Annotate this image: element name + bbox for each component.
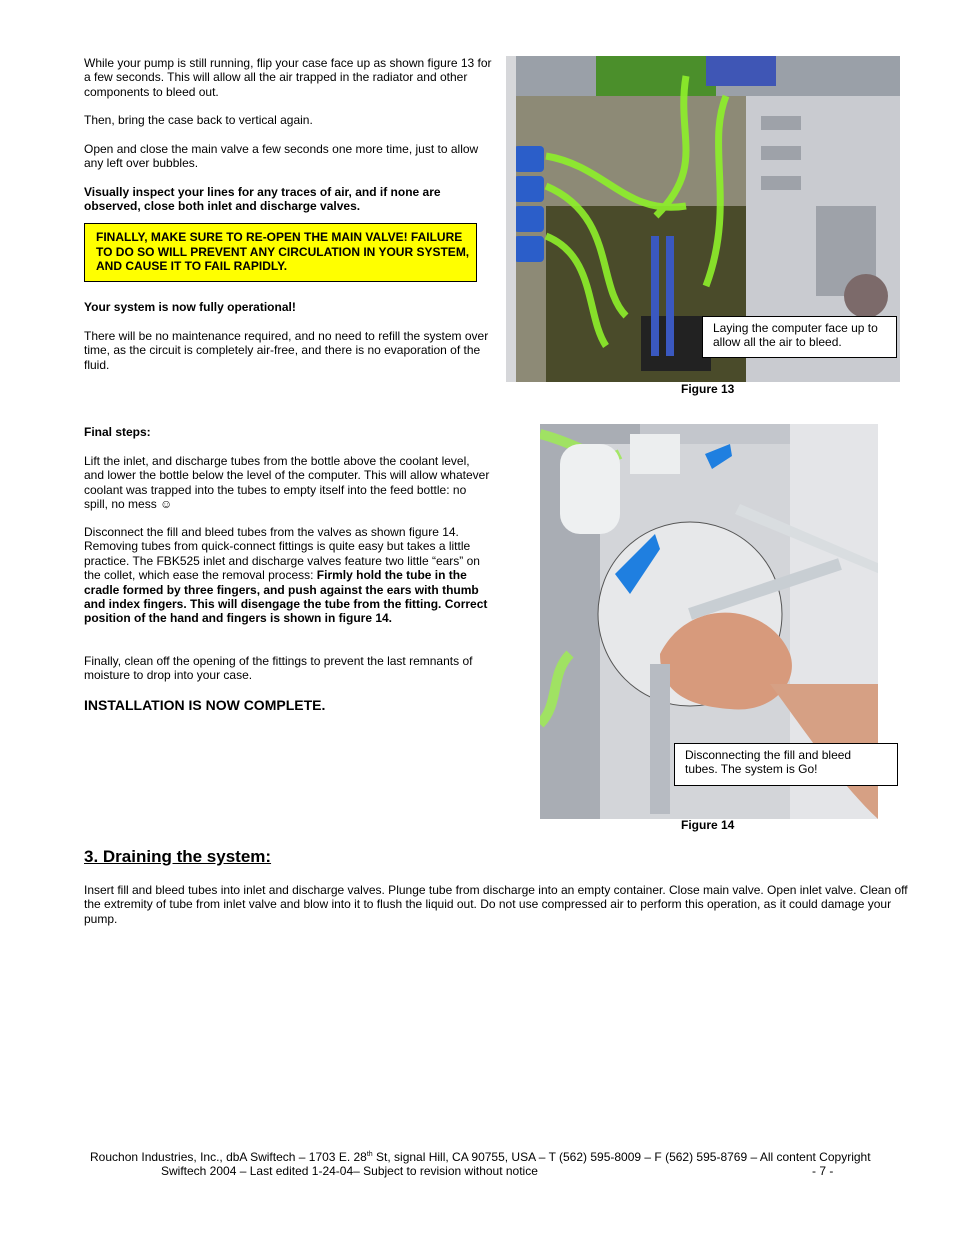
inspect-paragraph: Visually inspect your lines for any traces of air, and if none are observed, close both inlet and discharge valves. <box>84 185 441 214</box>
footer-line-1-b: St, signal Hill, CA 90755, USA – T (562) 595-8009 – F (562) 595-8769 – All content Copyright <box>372 1150 871 1164</box>
warning-box: FINALLY, MAKE SURE TO RE-OPEN THE MAIN VALVE! FAILURE TO DO SO WILL PREVENT ANY CIRCULATION IN YOUR SYSTEM, AND CAUSE IT TO FAIL RAPIDLY. <box>84 223 477 282</box>
intro-paragraph-3: Open and close the main valve a few seconds one more time, just to allow any left over bubbles. <box>84 142 479 171</box>
draining-paragraph: Insert fill and bleed tubes into inlet and discharge valves. Plunge tube from discharge into an empty container. Close main valve. Open inlet valve. Clean off the extremity of tube from inlet valve and blow into it to flush the liquid out. Do not use compressed air to perform this operation, as it could damage your pump. <box>84 883 908 926</box>
final-steps-paragraph-2-bold: Firmly hold the tube in the cradle formed by three fingers, and push against the ears with thumb and index fingers. This will disengage the tube from the fitting. Correct position of the hand and fingers is shown in figure 14. <box>84 568 488 626</box>
draining-heading: 3. Draining the system: <box>84 847 272 866</box>
footer-line-1 <box>90 1150 920 1164</box>
operational-text: Your system is now fully operational! <box>84 300 296 314</box>
final-steps-paragraph-1: Lift the inlet, and discharge tubes from the bottle above the coolant level, and lower the bottle below the level of the computer. This will allow whatever coolant was trapped into the tubes to empty itself into the feed bottle: no spill, no mess ☺ <box>84 454 490 512</box>
figure-14-caption: Disconnecting the fill and bleed tubes. The system is Go! <box>674 743 898 786</box>
intro-paragraph-1: While your pump is still running, flip your case face up as shown figure 13 for a few seconds. This will allow all the air trapped in the radiator and other components to bleed out. <box>84 56 492 99</box>
final-steps-heading: Final steps: <box>84 425 151 439</box>
installation-complete: INSTALLATION IS NOW COMPLETE. <box>84 697 326 713</box>
figure-14-label: Figure 14 <box>681 818 735 832</box>
page-number: - 7 - <box>812 1164 834 1178</box>
figure-13-caption: Laying the computer face up to allow all the air to bleed. <box>702 316 897 358</box>
footer-line-2: Swiftech 2004 – Last edited 1-24-04– Subject to revision without notice <box>161 1164 538 1178</box>
figure-13-label: Figure 13 <box>681 382 735 396</box>
footer-superscript: th <box>366 1151 373 1158</box>
intro-paragraph-2: Then, bring the case back to vertical again. <box>84 113 313 127</box>
final-steps-paragraph-3: Finally, clean off the opening of the fittings to prevent the last remnants of moisture to drop into your case. <box>84 654 473 683</box>
final-steps-paragraph-2 <box>84 525 492 626</box>
footer-line-1-a: Rouchon Industries, Inc., dbA Swiftech – 1703 E. 28 <box>90 1150 367 1164</box>
maintenance-paragraph: There will be no maintenance required, and no need to refill the system over time, as the circuit is completely air-free, and there is no evaporation of the fluid. <box>84 329 489 372</box>
final-steps-paragraph-2-normal: Disconnect the fill and bleed tubes from the valves as shown figure 14. Removing tubes from quick-connect fittings is quite easy but takes a little practice. The FBK525 inlet and discharge valves feature two little “ears” on the collet, which ease the removal process: <box>84 525 480 583</box>
